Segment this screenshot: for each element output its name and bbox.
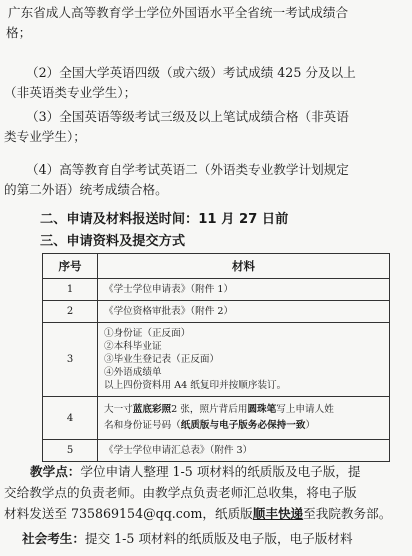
row-material: 《学位资格审批表》（附件 2） bbox=[98, 301, 390, 323]
table-header-row bbox=[43, 254, 390, 279]
photo-type: 蓝底彩照 bbox=[132, 404, 172, 415]
intro-paragraph bbox=[0, 3, 412, 43]
row-number: 4 bbox=[43, 397, 98, 440]
material-note: 以上四份资料用 A4 纸复印并按顺序装订。 bbox=[104, 380, 287, 391]
item-2-line-1: （2）全国大学英语四级（或六级）考试成绩 425 分及以上 bbox=[26, 65, 356, 80]
row-number: 3 bbox=[43, 323, 98, 397]
row-material: 《学士学位申请表》（附件 1） bbox=[98, 279, 390, 301]
photo-count: 2 张，照片背后用 bbox=[171, 404, 248, 415]
row-material bbox=[98, 323, 390, 397]
row-number: 2 bbox=[43, 301, 98, 323]
row-material bbox=[98, 397, 390, 440]
row-material: 《学士学位申请汇总表》（附件 3） bbox=[98, 440, 390, 462]
photo-instruction-3: ） bbox=[305, 420, 316, 431]
table-row bbox=[43, 397, 390, 440]
item-2 bbox=[0, 63, 412, 103]
row-number: 1 bbox=[43, 279, 98, 301]
table-row bbox=[43, 323, 390, 397]
table-row bbox=[43, 301, 390, 323]
item-4-line-2: 的第二外语）统考成绩合格。 bbox=[4, 182, 168, 197]
item-4 bbox=[0, 160, 412, 200]
public-candidate-line-1: 提交 1-5 项材料的纸质版及电子版，电子版材料 bbox=[84, 531, 353, 546]
table-row bbox=[43, 440, 390, 462]
photo-size: 大一寸 bbox=[104, 404, 133, 415]
teaching-point-line-3-end: 至我院教务部。 bbox=[303, 506, 392, 521]
item-3-line-1: （3）全国英语等级考试三级及以上笔试成绩合格（非英语 bbox=[26, 109, 349, 124]
item-4-line-1: （4）高等教育自学考试英语二（外语类专业教学计划规定 bbox=[26, 162, 349, 177]
materials-table bbox=[42, 253, 390, 462]
item-2-line-2: （非英语类专业学生）； bbox=[4, 85, 137, 100]
teaching-point-label: 教学点： bbox=[30, 464, 81, 479]
public-candidate-label: 社会考生： bbox=[22, 531, 85, 546]
material-registration-form: ③毕业生登记表（正反面） bbox=[104, 354, 220, 365]
table-row bbox=[43, 279, 390, 301]
header-materials: 材料 bbox=[98, 254, 390, 279]
pen-type: 圆珠笔 bbox=[247, 404, 277, 415]
courier-name: 顺丰快递 bbox=[252, 506, 304, 521]
public-candidate-paragraph bbox=[0, 528, 412, 549]
material-diploma: ②本科毕业证 bbox=[104, 341, 162, 352]
photo-instruction-2: 名和身份证号码（ bbox=[104, 420, 181, 431]
photo-instruction-1: 写上申请人姓 bbox=[276, 404, 334, 415]
teaching-point-line-3: 材料发送至 735869154@qq.com，纸质版 bbox=[4, 506, 253, 521]
intro-line-1: 广东省成人高等教育学士学位外国语水平全省统一考试成绩合 bbox=[8, 5, 349, 20]
photo-consistency-note: 纸质版与电子版务必保持一致 bbox=[180, 420, 306, 431]
material-id-card: ①身份证（正反面） bbox=[104, 328, 191, 339]
teaching-point-line-2: 交给教学点的负责老师。由教学点负责老师汇总收集，将电子版 bbox=[4, 485, 357, 500]
material-transcript: ④外语成绩单 bbox=[104, 367, 162, 378]
section-heading-3: 三、申请资料及提交方式 bbox=[40, 234, 186, 249]
teaching-point-paragraph bbox=[0, 461, 412, 524]
teaching-point-line-1: 学位申请人整理 1-5 项材料的纸质版及电子版，提 bbox=[80, 464, 361, 479]
row-number: 5 bbox=[43, 440, 98, 462]
header-number: 序号 bbox=[43, 254, 98, 279]
intro-line-2: 格； bbox=[6, 25, 32, 40]
item-3 bbox=[0, 107, 412, 147]
section-heading-2: 二、申请及材料报送时间：11 月 27 日前 bbox=[40, 212, 289, 227]
item-3-line-2: 类专业学生）； bbox=[4, 129, 86, 144]
